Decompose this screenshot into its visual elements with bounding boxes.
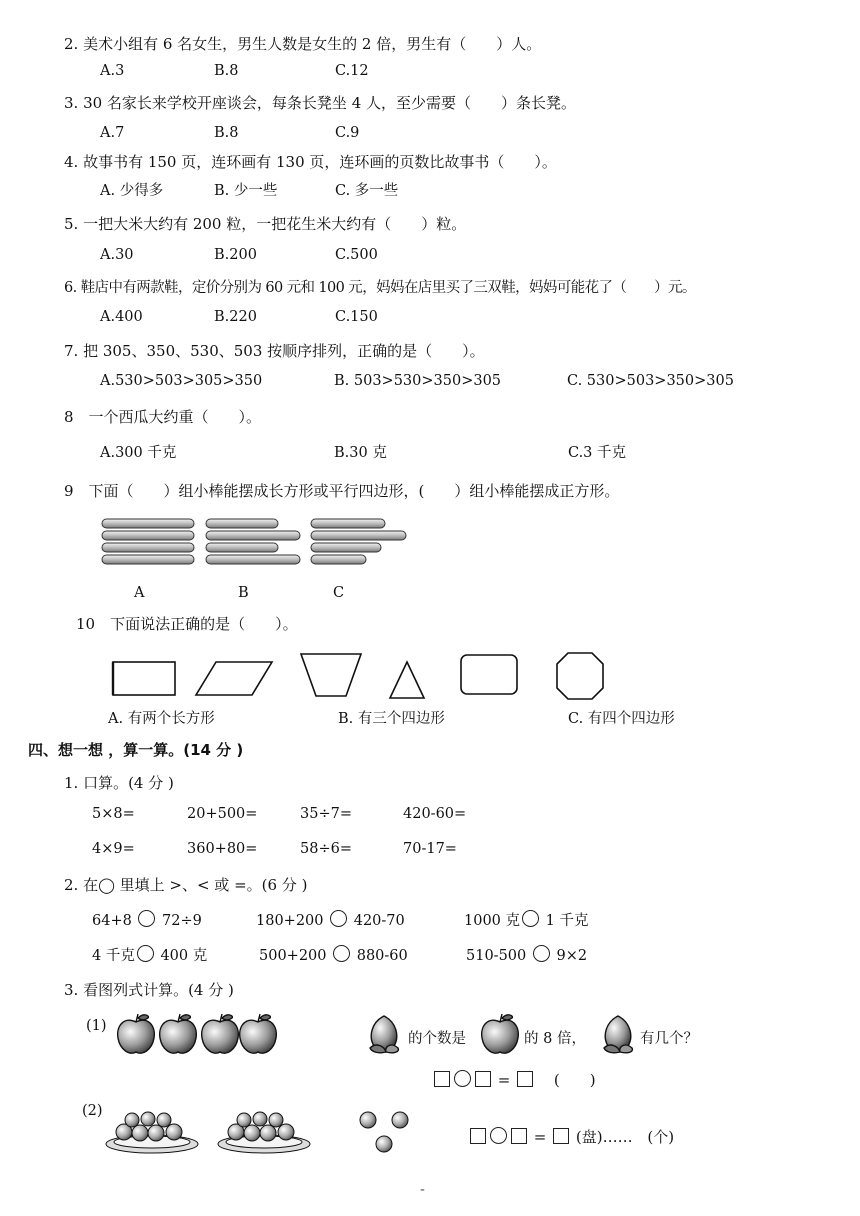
stick-c-3: [311, 543, 381, 552]
question-3: 3. 30 名家长来学校开座谈会，每条长凳坐 4 人，至少需要（ ）条长凳。: [64, 94, 577, 112]
compare-circle[interactable]: [533, 945, 550, 962]
question-5: 5. 一把大米大约有 200 粒，一把花生米大约有（ ）粒。: [64, 215, 467, 233]
compare-2-1: 4 千克 400 克: [92, 945, 207, 966]
question-6: 6. 鞋店中有两款鞋，定价分别为 60 元和 100 元，妈妈在店里买了三双鞋，妈妈可能花了（ ）元。: [64, 280, 696, 296]
stick-a-3: [102, 543, 194, 552]
apple-icon: [240, 1014, 277, 1053]
plates-figure: [102, 1102, 422, 1162]
octagon-shape: [557, 653, 603, 699]
q10-option-b: B. 有三个四边形: [338, 711, 445, 727]
peach-icon: [598, 1012, 642, 1058]
calc-1-4: 420-60=: [403, 806, 467, 822]
loose-apples-icon: [360, 1112, 408, 1152]
sticks-label-a: A: [134, 585, 145, 601]
equation-2: = (盘)…… (个): [468, 1127, 674, 1147]
q2-option-c: C.12: [335, 63, 369, 79]
stick-a-4: [102, 555, 194, 564]
compare-2-2: 500+200 880-60: [259, 945, 408, 966]
answer-box[interactable]: [434, 1071, 450, 1087]
question-2: 2. 美术小组有 6 名女生，男生人数是女生的 2 倍，男生有（ ）人。: [64, 35, 542, 53]
calc-1-2: 20+500=: [187, 806, 258, 822]
q2-option-b: B.8: [214, 63, 239, 79]
q10-option-c: C. 有四个四边形: [568, 711, 675, 727]
q4-option-a: A. 少得多: [100, 183, 164, 199]
calc-1-1: 5×8=: [92, 806, 135, 822]
compare-circle[interactable]: [330, 910, 347, 927]
part-2-title: 2. 在◯ 里填上 >、< 或 =。(6 分 ): [64, 876, 308, 894]
unit-paren: ( ): [553, 1071, 596, 1089]
apple-icons: [114, 1012, 284, 1058]
sticks-label-b: B: [238, 585, 249, 601]
answer-box[interactable]: [470, 1128, 486, 1144]
unit-each: (个): [647, 1128, 675, 1146]
q8-option-a: A.300 千克: [100, 445, 177, 461]
compare-1-3: 1000 克 1 千克: [464, 910, 588, 931]
apple-icon: [202, 1014, 239, 1053]
compare-circle[interactable]: [137, 945, 154, 962]
calc-2-2: 360+80=: [187, 841, 258, 857]
sub-1-label: (1): [86, 1018, 107, 1034]
sub-1-text-1: 的个数是: [408, 1031, 466, 1047]
triangle-shape: [390, 662, 424, 698]
stick-a-2: [102, 531, 194, 540]
stick-b-3: [206, 543, 278, 552]
question-9: 9 下面（ ）组小棒能摆成长方形或平行四边形，( ）组小棒能摆成正方形。: [64, 482, 620, 500]
shapes-figure: [108, 648, 628, 708]
q3-option-b: B.8: [214, 125, 239, 141]
answer-box[interactable]: [475, 1071, 491, 1087]
unit-plate: (盘)……: [575, 1128, 633, 1146]
section-4-title: 四、想一想 ，算一算。(14 分 ): [28, 741, 244, 759]
rectangle-shape: [113, 662, 175, 695]
apple-icon: [160, 1014, 197, 1053]
q6-option-c: C.150: [335, 309, 378, 325]
question-4: 4. 故事书有 150 页，连环画有 130 页，连环画的页数比故事书（ ）。: [64, 153, 557, 171]
question-8: 8 一个西瓜大约重（ ）。: [64, 408, 262, 426]
plate-icon: [106, 1112, 198, 1153]
stick-b-1: [206, 519, 278, 528]
calc-2-3: 58÷6=: [300, 841, 352, 857]
trapezoid-shape: [301, 654, 361, 696]
q7-option-b: B. 503>530>350>305: [334, 373, 502, 389]
compare-1-2: 180+200 420-70: [256, 910, 405, 931]
calc-1-3: 35÷7=: [300, 806, 352, 822]
q8-option-c: C.3 千克: [568, 445, 627, 461]
compare-circle[interactable]: [138, 910, 155, 927]
calc-2-1: 4×9=: [92, 841, 135, 857]
q5-option-a: A.30: [100, 247, 134, 263]
stick-c-2: [311, 531, 406, 540]
q3-option-c: C.9: [335, 125, 360, 141]
stick-a-1: [102, 519, 194, 528]
apple-icon: [480, 1012, 520, 1058]
q8-option-b: B.30 克: [334, 445, 387, 461]
stick-c-4: [311, 555, 366, 564]
q4-option-b: B. 少一些: [214, 183, 278, 199]
compare-circle[interactable]: [522, 910, 539, 927]
equation-1: = ( ): [432, 1070, 596, 1090]
peach-icon: [364, 1012, 408, 1058]
operator-circle[interactable]: [454, 1070, 471, 1087]
calc-2-4: 70-17=: [403, 841, 457, 857]
sub-1-text-2: 的 8 倍，: [524, 1031, 586, 1047]
q7-option-a: A.530>503>305>350: [100, 373, 263, 389]
stick-c-1: [311, 519, 385, 528]
question-7: 7. 把 305、350、530、503 按顺序排列，正确的是（ ）。: [64, 342, 485, 360]
q5-option-c: C.500: [335, 247, 378, 263]
q4-option-c: C. 多一些: [335, 183, 399, 199]
answer-box[interactable]: [511, 1128, 527, 1144]
q6-option-b: B.220: [214, 309, 257, 325]
sticks-figure: [98, 515, 418, 575]
sub-2-label: (2): [82, 1103, 103, 1119]
apple-icon: [118, 1014, 155, 1053]
q6-option-a: A.400: [100, 309, 143, 325]
q10-option-a: A. 有两个长方形: [108, 711, 215, 727]
compare-2-3: 510-500 9×2: [466, 945, 587, 966]
parallelogram-shape: [196, 662, 272, 695]
operator-circle[interactable]: [490, 1127, 507, 1144]
question-10: 10 下面说法正确的是（ ）。: [76, 615, 298, 633]
answer-box[interactable]: [517, 1071, 533, 1087]
q2-option-a: A.3: [100, 63, 125, 79]
plate-icon: [218, 1112, 310, 1153]
stick-b-2: [206, 531, 300, 540]
q7-option-c: C. 530>503>350>305: [567, 373, 734, 389]
sub-1-text-3: 有几个？: [640, 1031, 698, 1047]
page-footer: -: [420, 1182, 425, 1198]
part-1-title: 1. 口算。(4 分 ): [64, 774, 174, 792]
stick-b-4: [206, 555, 300, 564]
answer-box[interactable]: [553, 1128, 569, 1144]
rounded-rectangle-shape: [461, 655, 517, 694]
sticks-label-c: C: [333, 585, 345, 601]
q5-option-b: B.200: [214, 247, 257, 263]
compare-circle[interactable]: [333, 945, 350, 962]
q3-option-a: A.7: [100, 125, 125, 141]
part-3-title: 3. 看图列式计算。(4 分 ): [64, 981, 234, 999]
compare-1-1: 64+8 72÷9: [92, 910, 202, 931]
